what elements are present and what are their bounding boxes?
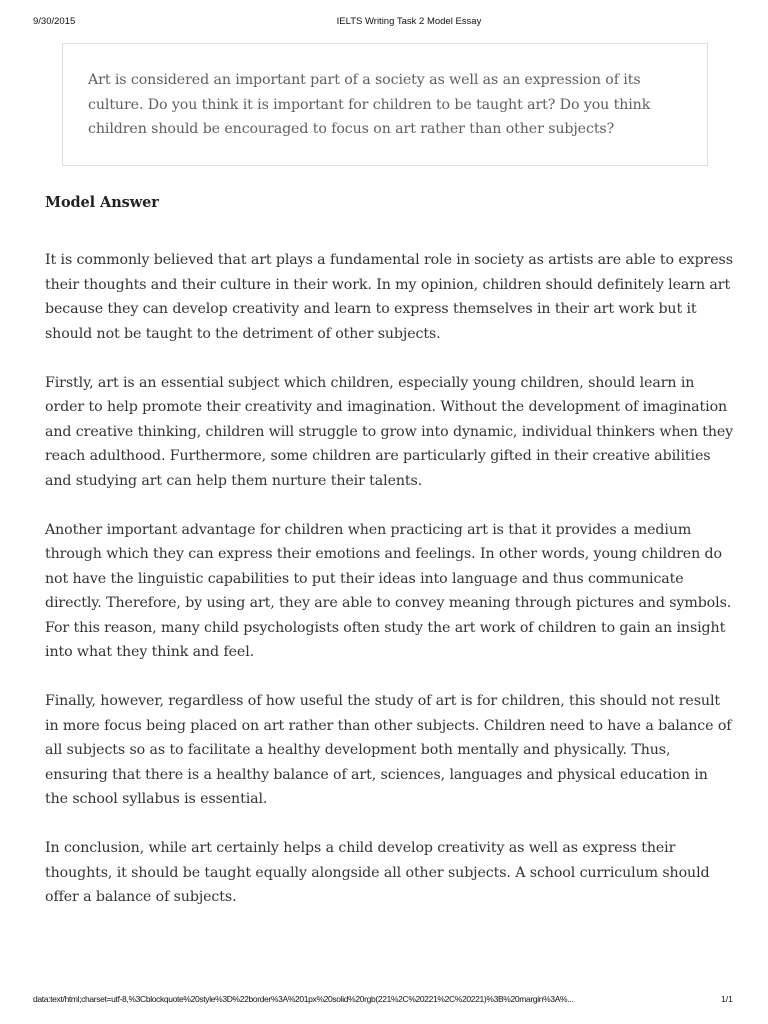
print-date: 9/30/2015 <box>33 16 76 27</box>
print-title: IELTS Writing Task 2 Model Essay <box>336 16 482 27</box>
page-number: 1/1 <box>721 994 733 1004</box>
paragraph-body-2: Another important advantage for children when practicing art is that it provides a medium through which they can express their emotions and feelings. In other words, young children do not have the linguistic capabilities to put their ideas into language and thus communicate directly. Therefore, by using art, they are able to convey meaning through pictures and symbols. For this reason, many child psychologists often study the art work of children to gain an insight into what they think and feel. <box>45 521 732 660</box>
model-answer-section <box>45 192 735 934</box>
print-footer <box>0 994 768 1008</box>
print-url: data:text/html;charset=utf-8,%3Cblockquote%20style%3D%22border%3A%201px%20solid%20rgb(221%2C%20221%2C%20221)%3B%20margin%3A%... <box>33 994 574 1004</box>
paragraph-conclusion: In conclusion, while art certainly helps a child develop creativity as well as express their thoughts, it should be taught equally alongside all other subjects. A school curriculum should offer a balance of subjects. <box>45 840 710 905</box>
print-header <box>0 16 768 30</box>
model-answer-heading: Model Answer <box>45 194 159 211</box>
paragraph-introduction: It is commonly believed that art plays a fundamental role in society as artists are able to express their thoughts and their culture in their work. In my opinion, children should definitely learn art because they can develop creativity and learn to express themselves in their art work but it should not be taught to the detriment of other subjects. <box>45 252 733 342</box>
paragraph-body-1: Firstly, art is an essential subject which children, especially young children, should learn in order to help promote their creativity and imagination. Without the development of imagination and creative thinking, children will struggle to grow into dynamic, individual thinkers when they reach adulthood. Furthermore, some children are particularly gifted in their creative abilities and studying art can help them nurture their talents. <box>45 374 734 489</box>
question-text: Art is considered an important part of a society as well as an expression of its culture. Do you think it is important for children to be taught art? Do you think children should be encouraged to focus on art rather than other subjects? <box>88 72 651 137</box>
paragraph-body-3: Finally, however, regardless of how useful the study of art is for children, this should not result in more focus being placed on art rather than other subjects. Children need to have a balance of all subjects so as to facilitate a healthy development both mentally and physically. Thus, ensuring that there is a healthy balance of art, sciences, languages and physical education in the school syllabus is essential. <box>45 693 732 807</box>
question-blockquote <box>62 43 708 166</box>
